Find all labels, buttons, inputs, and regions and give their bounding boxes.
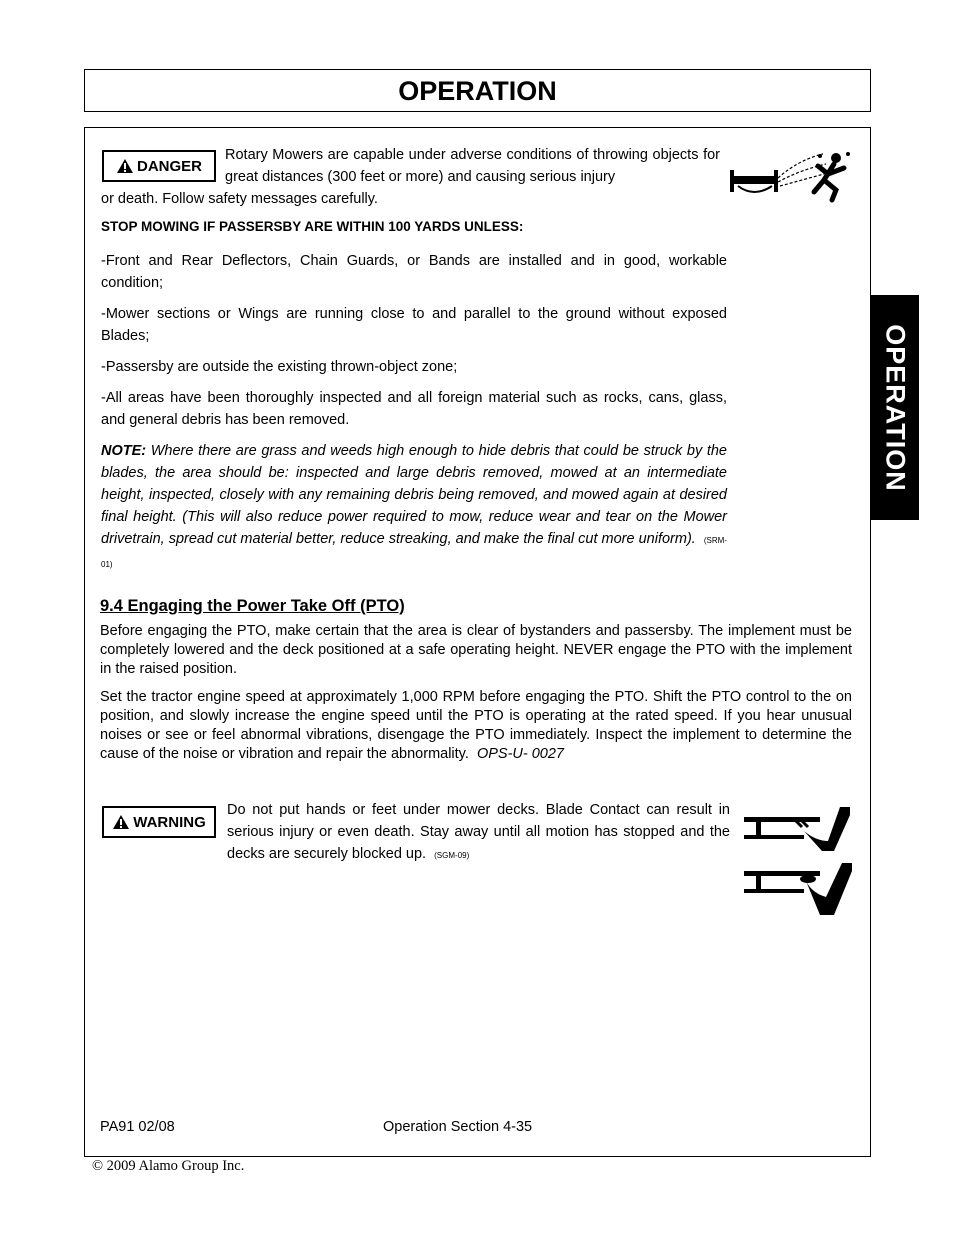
side-tab-label: OPERATION	[880, 323, 910, 492]
alert-triangle-icon	[112, 814, 130, 830]
warning-text	[227, 799, 730, 867]
note-paragraph	[101, 440, 727, 576]
list-item: -All areas have been thoroughly inspected and all foreign material such as rocks, cans, glass, and general debris has been removed.	[101, 390, 727, 428]
danger-continuation-text: or death. Follow safety messages carefully.	[101, 191, 378, 207]
copyright-text: © 2009 Alamo Group Inc.	[92, 1158, 245, 1174]
section-paragraph-2	[100, 688, 852, 764]
section-paragraph-2-text: Set the tractor engine speed at approximately 1,000 RPM before engaging the PTO. Shift the PTO control to the on position, and slowly increase the engine speed until the PTO is operating at the rated speed. If you hear unusual noises or see or feel abnormal vibrations, disengage the PTO immediately. Inspect the implement to determine the cause of the noise or vibration and repair the abnormality.	[100, 689, 852, 762]
warning-body: Do not put hands or feet under mower decks. Blade Contact can result in serious injury or even death. Stay away until all motion has stopped and the decks are securely blocked up.	[227, 802, 730, 862]
danger-intro-text: Rotary Mowers are capable under adverse conditions of throwing objects for great distances (300 feet or more) and causing serious injury	[225, 147, 720, 185]
section-title: 9.4 Engaging the Power Take Off (PTO)	[100, 597, 405, 615]
note-tag: (SRM-01)	[101, 536, 727, 569]
thrown-object-hazard-icon	[728, 148, 856, 204]
footer-page-number: Operation Section 4-35	[383, 1119, 533, 1135]
page-title: OPERATION	[398, 76, 557, 106]
section-paragraph-1: Before engaging the PTO, make certain that the area is clear of bystanders and passersby. The implement must be completely lowered and the deck positioned at a safe operating height. NEVER engage the PTO with the implement in the raised position.	[100, 623, 852, 677]
footer-doc-id: PA91 02/08	[100, 1119, 175, 1135]
side-tab	[870, 295, 919, 520]
danger-badge-label: DANGER	[136, 157, 202, 175]
note-text: Where there are grass and weeds high enough to hide debris that could be struck by the blades, the area should be: inspected and large debris removed, mowed at an intermediate height, inspected, closely with any remaining debris being removed, and mowed again at desired final height. (This will also reduce power required to mow, reduce wear and tear on the Mower drivetrain, spread cut material better, reduce streaking, and make the final cut more uniform).	[101, 443, 727, 547]
section-paragraph-2-tag: OPS-U- 0027	[476, 746, 564, 762]
page-header	[84, 69, 871, 112]
hand-foot-under-deck-hazard-icon	[742, 805, 854, 920]
alert-triangle-icon	[116, 158, 134, 174]
list-item: -Passersby are outside the existing thrown-object zone;	[101, 359, 458, 375]
warning-badge-label: WARNING	[133, 813, 206, 831]
stop-mowing-heading: STOP MOWING IF PASSERSBY ARE WITHIN 100 YARDS UNLESS:	[101, 219, 524, 234]
warning-tag: (SGM-09)	[434, 851, 470, 860]
note-label: NOTE:	[101, 443, 147, 459]
warning-badge	[102, 806, 216, 838]
list-item: -Front and Rear Deflectors, Chain Guards, or Bands are installed and in good, workable condition;	[101, 253, 727, 291]
list-item: -Mower sections or Wings are running close to and parallel to the ground without exposed Blades;	[101, 306, 727, 344]
danger-badge	[102, 150, 216, 182]
